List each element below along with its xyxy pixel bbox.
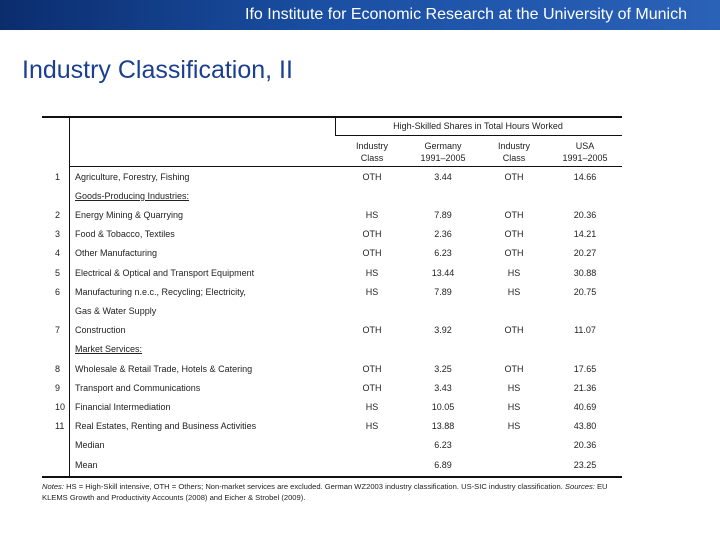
row-us-class: HS	[507, 287, 521, 297]
row-de-value: 3.44	[434, 172, 452, 182]
section-market: Market Services:	[75, 344, 143, 354]
row-number: 5	[55, 268, 61, 278]
row-number: 2	[55, 210, 61, 220]
sources-text: EU KLEMS Growth and Productivity Accounts (2008) and Eicher & Strobel (2009).	[42, 482, 608, 502]
row-number: 11	[55, 421, 65, 431]
row-de-value: 13.44	[431, 268, 455, 278]
row-label: Electrical & Optical and Transport Equipment	[75, 268, 255, 278]
row-us-class: OTH	[504, 248, 524, 258]
row-us-value: 43.80	[573, 421, 597, 431]
row-de-class: OTH	[362, 383, 382, 393]
row-number: 7	[55, 325, 61, 335]
row-us-value: 20.36	[573, 210, 597, 220]
row-us-value: 30.88	[573, 268, 597, 278]
row-de-value: 2.36	[434, 229, 452, 239]
row-number: 6	[55, 287, 61, 297]
header-banner	[0, 0, 720, 30]
row-number: 9	[55, 383, 61, 393]
row-de-value: 3.43	[434, 383, 452, 393]
row-label: Other Manufacturing	[75, 248, 158, 258]
col-header-us-class: Industry Class	[497, 141, 531, 163]
row-us-class: OTH	[504, 210, 524, 220]
row-label: Wholesale & Retail Trade, Hotels & Catering	[75, 364, 253, 374]
column-header-rule	[69, 166, 622, 167]
row-de-class: HS	[365, 210, 379, 220]
notes-text: HS = High-Skill intensive, OTH = Others; Non-market services are excluded. German WZ2003 industry classification. US-SIC industry classification.	[63, 482, 565, 491]
row-de-value: 7.89	[434, 287, 452, 297]
row-label: Financial Intermediation	[75, 402, 171, 412]
row-label: Energy Mining & Quarrying	[75, 210, 184, 220]
row-de-value: 10.05	[431, 402, 455, 412]
slide-title: Industry Classification, II	[22, 56, 293, 84]
row-de-class: HS	[365, 268, 379, 278]
row-label: Manufacturing n.e.c., Recycling; Electricity,	[75, 287, 246, 297]
table-notes	[42, 481, 632, 503]
row-label: Food & Tobacco, Textiles	[75, 229, 175, 239]
row-us-class: HS	[507, 402, 521, 412]
group-header-rule	[335, 135, 622, 136]
row-us-value: 40.69	[573, 402, 597, 412]
row-number: 1	[55, 172, 61, 182]
row-label: Agriculture, Forestry, Fishing	[75, 172, 190, 182]
row-us-class: HS	[507, 268, 521, 278]
row-number: 10	[55, 402, 66, 412]
institute-name: Ifo Institute for Economic Research at the University of Munich	[245, 6, 687, 23]
section-goods: Goods-Producing Industries:	[75, 191, 190, 201]
median-de-value: 6.23	[434, 440, 452, 450]
row-de-class: HS	[365, 421, 379, 431]
row-de-value: 3.25	[434, 364, 452, 374]
row-de-class: HS	[365, 287, 379, 297]
row-de-value: 6.23	[434, 248, 452, 258]
table-top-rule	[42, 116, 622, 118]
row-de-value: 7.89	[434, 210, 452, 220]
row-us-value: 14.21	[573, 229, 597, 239]
row-de-value: 13.88	[431, 421, 455, 431]
row-number: 3	[55, 229, 61, 239]
row-number: 4	[55, 248, 61, 258]
row-us-value: 14.66	[573, 172, 597, 182]
row-label-continued: Gas & Water Supply	[75, 306, 157, 316]
row-us-class: OTH	[504, 229, 524, 239]
row-us-class: OTH	[504, 325, 524, 335]
median-us-value: 20.36	[573, 440, 597, 450]
median-label: Median	[75, 440, 105, 450]
col-header-de-class: Industry Class	[355, 141, 389, 163]
row-label: Construction	[75, 325, 126, 335]
row-us-value: 21.36	[573, 383, 597, 393]
mean-us-value: 23.25	[573, 460, 597, 470]
row-us-value: 20.75	[573, 287, 597, 297]
row-us-value: 11.07	[574, 325, 596, 335]
row-de-value: 3.92	[434, 325, 452, 335]
row-de-class: OTH	[362, 172, 382, 182]
row-de-class: HS	[365, 402, 379, 412]
row-label: Transport and Communications	[75, 383, 201, 393]
row-us-value: 17.65	[573, 364, 597, 374]
mean-de-value: 6.89	[434, 460, 452, 470]
row-de-class: OTH	[362, 325, 382, 335]
row-de-class: OTH	[362, 248, 382, 258]
notes-label: Notes:	[42, 482, 64, 491]
col-header-us-value: USA 1991–2005	[562, 141, 608, 163]
group-header: High-Skilled Shares in Total Hours Worked	[393, 121, 563, 131]
row-number-divider	[69, 118, 70, 476]
col-header-de-value: Germany 1991–2005	[420, 141, 466, 163]
group-divider	[335, 118, 336, 136]
row-number: 8	[55, 364, 61, 374]
row-us-class: HS	[507, 383, 521, 393]
row-de-class: OTH	[362, 364, 382, 374]
sources-label: Sources:	[564, 482, 595, 491]
row-us-value: 20.27	[573, 248, 597, 258]
row-label: Real Estates, Renting and Business Activities	[75, 421, 257, 431]
row-us-class: HS	[507, 421, 521, 431]
mean-label: Mean	[75, 460, 98, 470]
row-de-class: OTH	[362, 229, 382, 239]
row-us-class: OTH	[504, 172, 524, 182]
table-bottom-rule	[42, 476, 622, 478]
row-us-class: OTH	[504, 364, 524, 374]
